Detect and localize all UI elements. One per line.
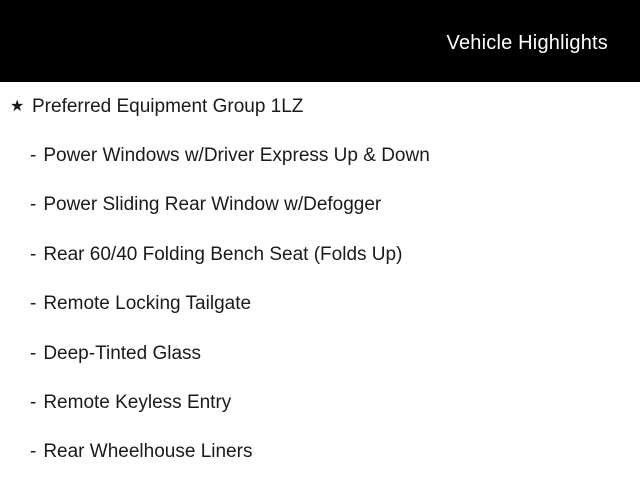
main-feature-label: Preferred Equipment Group 1LZ: [32, 95, 304, 117]
feature-label: Rear Wheelhouse Liners: [43, 441, 253, 463]
dash-bullet: -: [30, 293, 37, 315]
highlights-list: [0, 82, 640, 477]
feature-label: Remote Keyless Entry: [43, 392, 232, 414]
dash-bullet: -: [30, 392, 37, 414]
vehicle-highlights-header: [0, 0, 640, 82]
dash-bullet: -: [30, 342, 37, 364]
dash-bullet: -: [30, 441, 37, 463]
feature-label: Rear 60/40 Folding Bench Seat (Folds Up): [43, 243, 403, 265]
feature-item: [0, 280, 640, 329]
feature-label: Power Sliding Rear Window w/Defogger: [43, 194, 382, 216]
feature-item: [0, 378, 640, 427]
dash-bullet: -: [30, 243, 37, 265]
main-feature-item: [0, 82, 640, 131]
star-icon: ★: [10, 97, 25, 115]
feature-item: [0, 230, 640, 279]
feature-item: [0, 329, 640, 378]
feature-item: [0, 131, 640, 180]
feature-label: Power Windows w/Driver Express Up & Down: [43, 145, 430, 167]
dash-bullet: -: [30, 194, 37, 216]
feature-item: [0, 181, 640, 230]
page-title: Vehicle Highlights: [446, 31, 608, 54]
feature-label: Deep-Tinted Glass: [43, 342, 202, 364]
feature-item: [0, 428, 640, 477]
dash-bullet: -: [30, 145, 37, 167]
feature-label: Remote Locking Tailgate: [43, 293, 252, 315]
